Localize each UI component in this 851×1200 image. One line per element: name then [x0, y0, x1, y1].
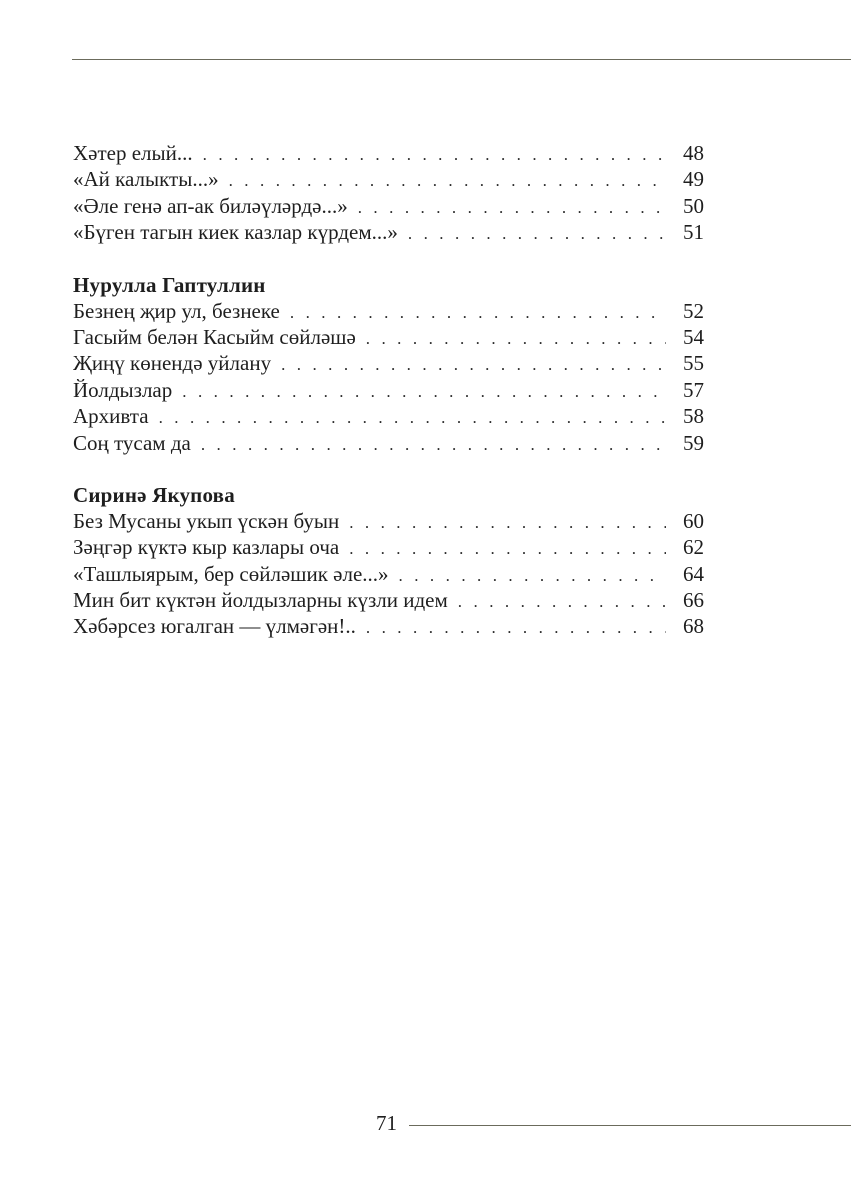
- entry-title: Зәңгәр күктә кыр казлары оча: [73, 535, 340, 560]
- entry-page-number: 59: [683, 430, 704, 455]
- entry-title: Мин бит күктән йолдызларны күзли идем: [73, 588, 448, 613]
- toc-entry[interactable]: [73, 534, 704, 560]
- entry-page-number: 52: [683, 298, 704, 323]
- entry-page-number: 66: [683, 588, 704, 613]
- entry-page-number: 64: [683, 561, 704, 586]
- toc-entry[interactable]: [73, 166, 704, 192]
- dot-leader: [229, 168, 666, 194]
- entry-page-number: 68: [683, 614, 704, 639]
- entry-page-number: 62: [683, 535, 704, 560]
- toc-entry[interactable]: [73, 324, 704, 350]
- dot-leader: [281, 352, 666, 378]
- dot-leader: [358, 195, 666, 221]
- page-footer: [376, 1110, 851, 1136]
- dot-leader: [349, 510, 666, 536]
- toc-entry[interactable]: [73, 508, 704, 534]
- dot-leader: [399, 563, 666, 589]
- dot-leader: [159, 405, 666, 431]
- entry-title: Безнең җир ул, безнеке: [73, 298, 280, 323]
- table-of-contents: [73, 140, 704, 666]
- entry-title: Архивта: [73, 404, 149, 429]
- entry-title: Без Мусаны укып үскән буын: [73, 508, 340, 533]
- page-number: 71: [376, 1111, 397, 1135]
- toc-entry[interactable]: [73, 403, 704, 429]
- footer-rule: [409, 1125, 851, 1126]
- header-rule: [72, 59, 851, 60]
- entry-page-number: 50: [683, 193, 704, 218]
- entry-title: «Ай калыкты...»: [73, 167, 219, 192]
- entry-title: «Әле генә ап-ак биләүләрдә...»: [73, 193, 348, 218]
- dot-leader: [366, 615, 666, 641]
- entry-page-number: 54: [683, 324, 704, 349]
- dot-leader: [290, 300, 666, 326]
- toc-section: [73, 140, 704, 246]
- entry-title: Җиңү көнендә уйлану: [73, 351, 272, 376]
- toc-entry[interactable]: [73, 350, 704, 376]
- toc-entry[interactable]: [73, 613, 704, 639]
- toc-section: [73, 272, 704, 456]
- entry-page-number: 48: [683, 141, 704, 165]
- entry-title: Хәтер елый...: [73, 141, 193, 165]
- toc-section: [73, 482, 704, 640]
- dot-leader: [203, 142, 666, 168]
- dot-leader: [408, 221, 666, 247]
- entry-page-number: 60: [683, 508, 704, 533]
- toc-entry[interactable]: [73, 561, 704, 587]
- toc-entry[interactable]: [73, 377, 704, 403]
- entry-page-number: 57: [683, 377, 704, 402]
- entry-title: Гасыйм белән Касыйм сөйләшә: [73, 324, 356, 349]
- author-heading: Сиринә Якупова: [73, 482, 235, 507]
- toc-entry[interactable]: [73, 193, 704, 219]
- dot-leader: [458, 589, 666, 615]
- dot-leader: [182, 379, 666, 405]
- toc-entry[interactable]: [73, 298, 704, 324]
- dot-leader: [366, 326, 666, 352]
- entry-title: Хәбәрсез югалган — үлмәгән!..: [73, 614, 356, 639]
- toc-entry[interactable]: [73, 430, 704, 456]
- dot-leader: [201, 432, 666, 458]
- author-heading: Нурулла Гаптуллин: [73, 272, 266, 297]
- entry-title: Соң тусам да: [73, 430, 191, 455]
- entry-title: «Ташлыярым, бер сөйләшик әле...»: [73, 561, 389, 586]
- entry-page-number: 55: [683, 351, 704, 376]
- entry-title: Йолдызлар: [73, 377, 173, 402]
- toc-entry[interactable]: [73, 587, 704, 613]
- toc-entry[interactable]: [73, 140, 704, 166]
- dot-leader: [349, 536, 666, 562]
- entry-page-number: 51: [683, 220, 704, 245]
- entry-page-number: 49: [683, 167, 704, 192]
- entry-title: «Бүген тагын киек казлар күрдем...»: [73, 220, 398, 245]
- entry-page-number: 58: [683, 404, 704, 429]
- toc-entry[interactable]: [73, 219, 704, 245]
